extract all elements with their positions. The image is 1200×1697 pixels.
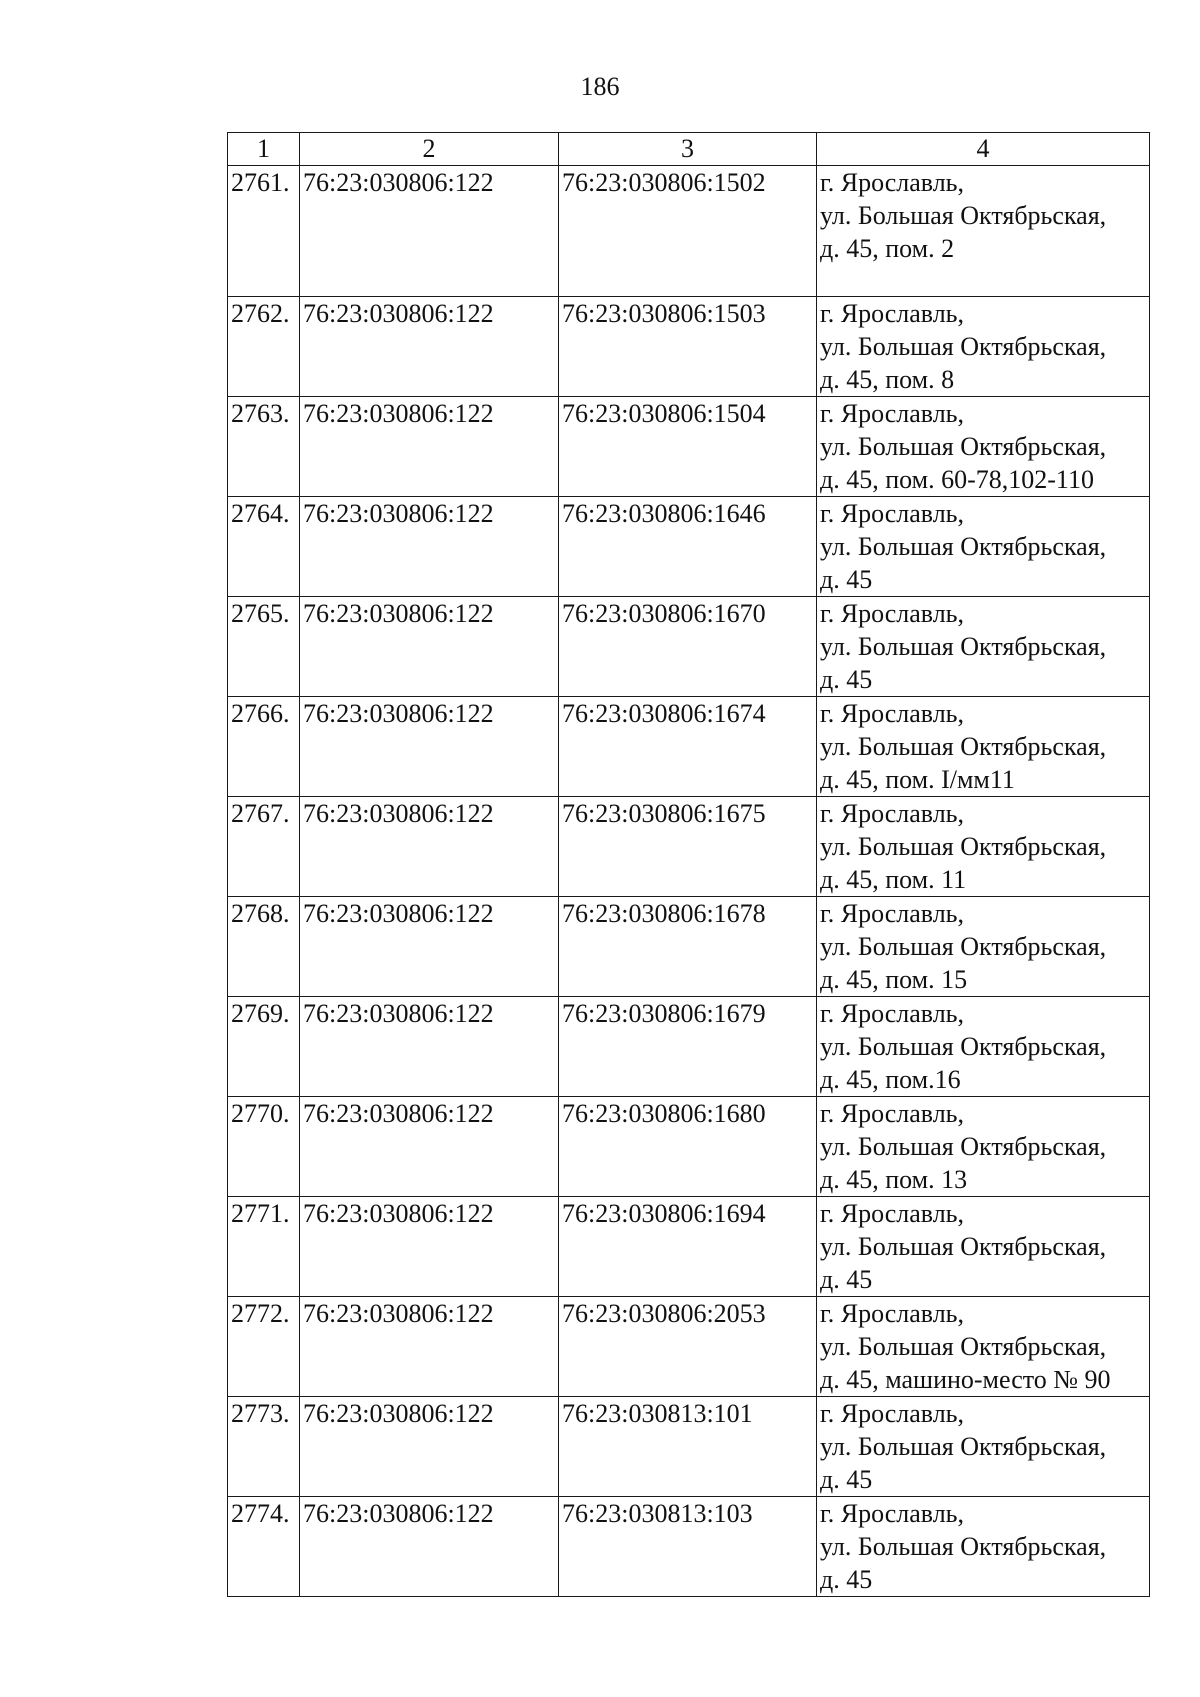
parcel-cadastral-number-cell: 76:23:030806:122 [300,166,559,297]
object-cadastral-number-cell: 76:23:030806:1502 [559,166,817,297]
address-cell [817,697,1150,797]
address-line: г. Ярославль, [820,1299,965,1328]
table-row [228,1297,1150,1397]
address-line: г. Ярославль, [820,999,965,1028]
address-cell [817,397,1150,497]
table-row [228,1097,1150,1197]
table-row [228,1197,1150,1297]
table-row [228,1497,1150,1597]
address-line: ул. Большая Октябрьская, [820,832,1107,861]
address-cell [817,1097,1150,1197]
address-line: г. Ярославль, [820,799,965,828]
address-line: д. 45, пом. 11 [820,865,967,894]
address-line: ул. Большая Октябрьская, [820,1532,1107,1561]
column-header-1: 1 [228,133,300,166]
address-cell [817,597,1150,697]
address-line: г. Ярославль, [820,1099,965,1128]
address-line: д. 45, пом. I/мм11 [820,765,1015,794]
row-number-cell: 2771. [228,1197,300,1297]
object-cadastral-number-cell: 76:23:030806:1674 [559,697,817,797]
address-line: ул. Большая Октябрьская, [820,1032,1107,1061]
address-line: г. Ярославль, [820,1499,965,1528]
address-line: г. Ярославль, [820,499,965,528]
address-line: г. Ярославль, [820,399,965,428]
row-number-cell: 2774. [228,1497,300,1597]
row-number-cell: 2770. [228,1097,300,1197]
object-cadastral-number-cell: 76:23:030806:1646 [559,497,817,597]
address-line: д. 45, пом. 8 [820,365,955,394]
table-row [228,997,1150,1097]
table-row [228,797,1150,897]
table-body [228,166,1150,1597]
row-number-cell: 2764. [228,497,300,597]
parcel-cadastral-number-cell: 76:23:030806:122 [300,1397,559,1497]
address-cell [817,166,1150,297]
address-line: д. 45 [820,665,873,694]
address-line: д. 45, пом.16 [820,1065,961,1094]
object-cadastral-number-cell: 76:23:030806:1678 [559,897,817,997]
object-cadastral-number-cell: 76:23:030806:1670 [559,597,817,697]
row-number-cell: 2769. [228,997,300,1097]
object-cadastral-number-cell: 76:23:030813:103 [559,1497,817,1597]
address-line: ул. Большая Октябрьская, [820,532,1107,561]
object-cadastral-number-cell: 76:23:030806:2053 [559,1297,817,1397]
parcel-cadastral-number-cell: 76:23:030806:122 [300,1497,559,1597]
parcel-cadastral-number-cell: 76:23:030806:122 [300,497,559,597]
parcel-cadastral-number-cell: 76:23:030806:122 [300,397,559,497]
address-line: д. 45, пом. 15 [820,965,968,994]
column-header-2: 2 [300,133,559,166]
row-number-cell: 2767. [228,797,300,897]
table-header [228,133,1150,166]
address-cell [817,1497,1150,1597]
object-cadastral-number-cell: 76:23:030806:1679 [559,997,817,1097]
address-line: г. Ярославль, [820,699,965,728]
address-line: ул. Большая Октябрьская, [820,1132,1107,1161]
address-cell [817,297,1150,397]
address-line: д. 45, пом. 13 [820,1165,968,1194]
parcel-cadastral-number-cell: 76:23:030806:122 [300,297,559,397]
address-line: ул. Большая Октябрьская, [820,732,1107,761]
address-line: ул. Большая Октябрьская, [820,432,1107,461]
table-row [228,166,1150,297]
table-row [228,697,1150,797]
address-line: д. 45 [820,1565,873,1594]
header-row [228,133,1150,166]
row-number-cell: 2761. [228,166,300,297]
parcel-cadastral-number-cell: 76:23:030806:122 [300,1297,559,1397]
object-cadastral-number-cell: 76:23:030806:1680 [559,1097,817,1197]
column-header-4: 4 [817,133,1150,166]
address-line: ул. Большая Октябрьская, [820,1232,1107,1261]
row-number-cell: 2773. [228,1397,300,1497]
address-line: д. 45 [820,1465,873,1494]
address-line: д. 45, машино-место № 90 [820,1365,1111,1394]
address-cell [817,1297,1150,1397]
object-cadastral-number-cell: 76:23:030806:1675 [559,797,817,897]
table-row [228,497,1150,597]
address-line: ул. Большая Октябрьская, [820,932,1107,961]
address-line: ул. Большая Октябрьская, [820,1432,1107,1461]
object-cadastral-number-cell: 76:23:030806:1504 [559,397,817,497]
address-line: ул. Большая Октябрьская, [820,332,1107,361]
address-cell [817,797,1150,897]
row-number-cell: 2772. [228,1297,300,1397]
address-line: г. Ярославль, [820,1199,965,1228]
address-cell [817,897,1150,997]
address-line: ул. Большая Октябрьская, [820,632,1107,661]
address-line: ул. Большая Октябрьская, [820,201,1107,230]
address-line: г. Ярославль, [820,599,965,628]
table-row [228,297,1150,397]
parcel-cadastral-number-cell: 76:23:030806:122 [300,697,559,797]
row-number-cell: 2766. [228,697,300,797]
parcel-cadastral-number-cell: 76:23:030806:122 [300,1097,559,1197]
parcel-cadastral-number-cell: 76:23:030806:122 [300,897,559,997]
address-line: г. Ярославль, [820,1399,965,1428]
address-cell [817,1397,1150,1497]
address-line: д. 45, пом. 60-78,102-110 [820,465,1094,494]
address-line: ул. Большая Октябрьская, [820,1332,1107,1361]
table-row [228,1397,1150,1497]
page-number: 186 [580,72,620,101]
address-line: г. Ярославль, [820,899,965,928]
table-row [228,597,1150,697]
parcel-cadastral-number-cell: 76:23:030806:122 [300,797,559,897]
address-cell [817,1197,1150,1297]
table-row [228,397,1150,497]
address-line: д. 45, пом. 2 [820,234,955,263]
row-number-cell: 2768. [228,897,300,997]
address-line: г. Ярославль, [820,299,965,328]
object-cadastral-number-cell: 76:23:030806:1694 [559,1197,817,1297]
parcel-cadastral-number-cell: 76:23:030806:122 [300,997,559,1097]
table-row [228,897,1150,997]
address-cell [817,997,1150,1097]
row-number-cell: 2763. [228,397,300,497]
object-cadastral-number-cell: 76:23:030813:101 [559,1397,817,1497]
registry-table [227,132,1150,1597]
address-line: д. 45 [820,565,873,594]
column-header-3: 3 [559,133,817,166]
row-number-cell: 2762. [228,297,300,397]
row-number-cell: 2765. [228,597,300,697]
address-line: г. Ярославль, [820,168,965,197]
address-cell [817,497,1150,597]
address-line: д. 45 [820,1265,873,1294]
object-cadastral-number-cell: 76:23:030806:1503 [559,297,817,397]
parcel-cadastral-number-cell: 76:23:030806:122 [300,1197,559,1297]
parcel-cadastral-number-cell: 76:23:030806:122 [300,597,559,697]
